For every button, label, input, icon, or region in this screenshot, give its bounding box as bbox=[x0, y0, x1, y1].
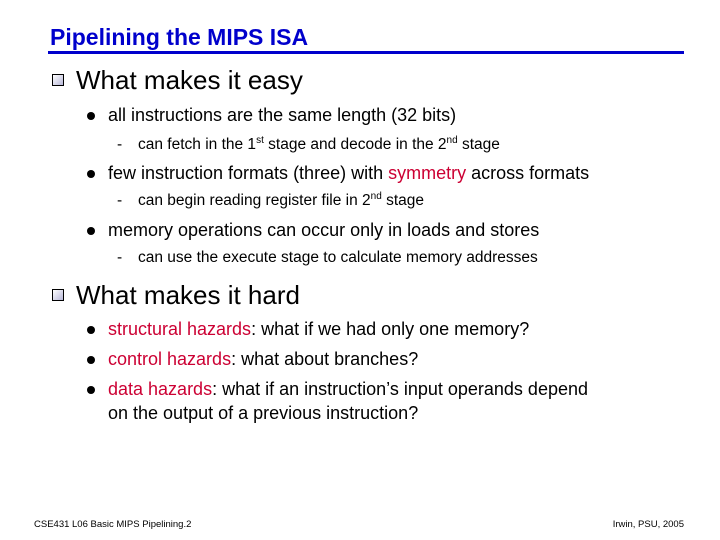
bullet-text: data hazards: what if an instruction’s input operands depend bbox=[108, 379, 588, 399]
dash-bullet-icon: - bbox=[117, 136, 123, 153]
slide-title: Pipelining the MIPS ISA bbox=[50, 24, 309, 50]
bullet-text: memory operations can occur only in loads and stores bbox=[108, 220, 540, 240]
sub-text: can begin reading register file in 2nd stage bbox=[138, 190, 425, 209]
sub-text: can fetch in the 1st stage and decode in the 2nd stage bbox=[138, 134, 500, 153]
sub-text: can use the execute stage to calculate memory addresses bbox=[138, 249, 538, 266]
round-bullet-icon bbox=[87, 227, 95, 235]
footer-left: CSE431 L06 Basic MIPS Pipelining.2 bbox=[34, 519, 192, 530]
bullet-text: structural hazards: what if we had only one memory? bbox=[108, 319, 530, 339]
highlight-symmetry: symmetry bbox=[388, 163, 467, 183]
round-bullet-icon bbox=[87, 356, 95, 364]
square-bullet-icon bbox=[52, 289, 64, 301]
bullet-text: all instructions are the same length (32 bits) bbox=[108, 105, 457, 125]
bullet-text: control hazards: what about branches? bbox=[108, 349, 419, 369]
heading-hard-text: What makes it hard bbox=[76, 280, 300, 310]
round-bullet-icon bbox=[87, 386, 95, 394]
dash-bullet-icon: - bbox=[117, 249, 123, 266]
heading-easy-text: What makes it easy bbox=[76, 65, 303, 95]
round-bullet-icon bbox=[87, 326, 95, 334]
dash-bullet-icon: - bbox=[117, 192, 123, 209]
round-bullet-icon bbox=[87, 170, 95, 178]
round-bullet-icon bbox=[87, 112, 95, 120]
square-bullet-icon bbox=[52, 74, 64, 86]
bullet-text: on the output of a previous instruction? bbox=[108, 403, 419, 423]
title-underline bbox=[48, 51, 684, 54]
bullet-text: few instruction formats (three) with symmetry across formats bbox=[108, 163, 590, 183]
footer-right: Irwin, PSU, 2005 bbox=[612, 519, 684, 530]
